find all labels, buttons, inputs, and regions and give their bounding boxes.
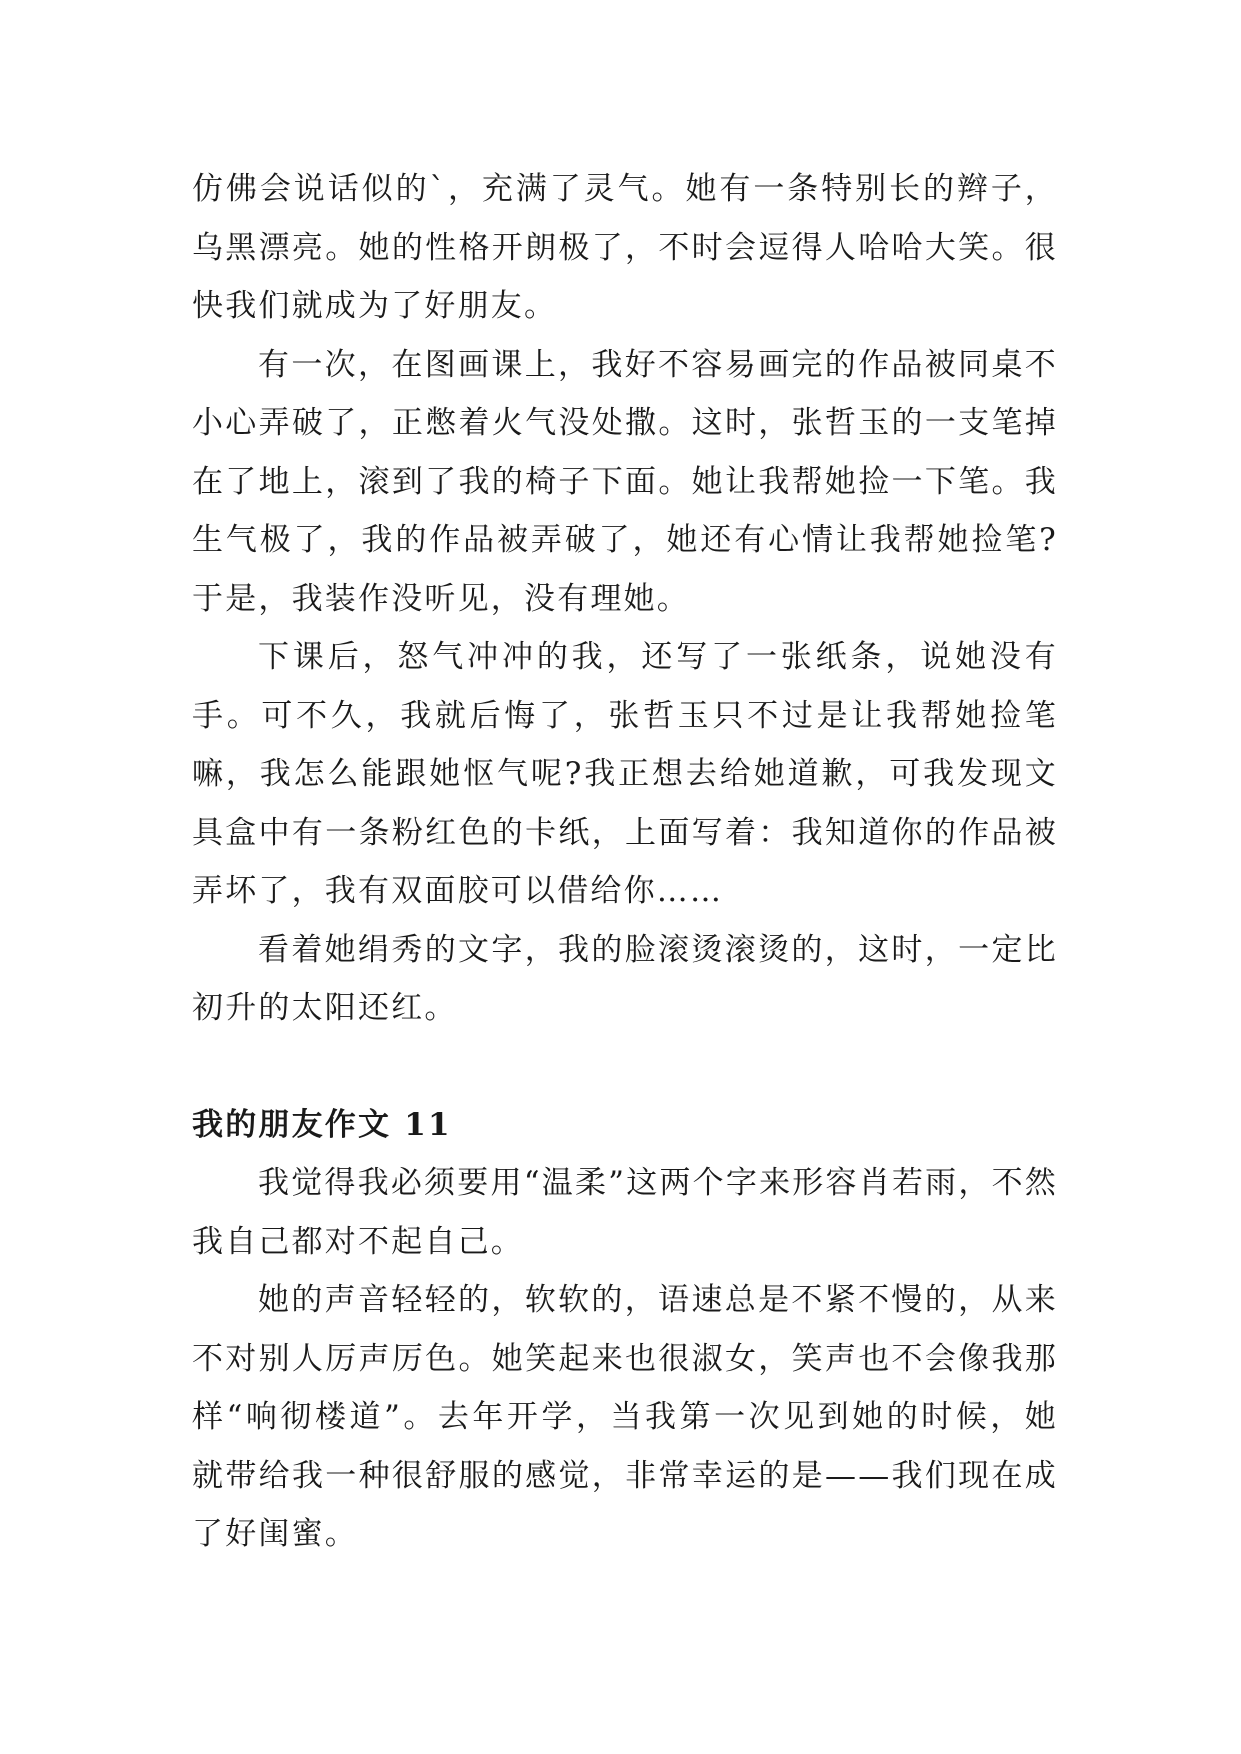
paragraph-gentle: 我觉得我必须要用“温柔”这两个字来形容肖若雨，不然我自己都对不起自己。 xyxy=(192,1165,1058,1260)
paragraph-voice: 她的声音轻轻的，软软的，语速总是不紧不慢的，从来不对别人厉声厉色。她笑起来也很淑女，笑声也不会像我那样“响彻楼道”。去年开学，当我第一次见到她的时候，她就带给我一种很舒服的感觉，非常幸运的是——我们现在成了好闺蜜。 xyxy=(192,1282,1058,1552)
section-heading: 我的朋友作文 11 xyxy=(192,1106,452,1143)
paragraph-continuation: 仿佛会说话似的`，充满了灵气。她有一条特别长的辫子，乌黑漂亮。她的性格开朗极了，不时会逗得人哈哈大笑。很快我们就成为了好朋友。 xyxy=(192,171,1058,324)
paragraph-blushing: 看着她绢秀的文字，我的脸滚烫滚烫的，这时，一定比初升的太阳还红。 xyxy=(192,931,1058,1026)
paragraph-drawing-class: 有一次，在图画课上，我好不容易画完的作品被同桌不小心弄破了，正憋着火气没处撒。这时，张哲玉的一支笔掉在了地上，滚到了我的椅子下面。她让我帮她捡一下笔。我生气极了，我的作品被弄破了，她还有心情让我帮她捡笔?于是，我装作没听见，没有理她。 xyxy=(192,346,1058,617)
document-page xyxy=(192,160,1058,1564)
paragraph-after-class: 下课后，怒气冲冲的我，还写了一张纸条，说她没有手。可不久，我就后悔了，张哲玉只不过是让我帮她捡笔嘛，我怎么能跟她怄气呢?我正想去给她道歉，可我发现文具盒中有一条粉红色的卡纸，上面写着：我知道你的作品被弄坏了，我有双面胶可以借给你…… xyxy=(192,639,1058,909)
